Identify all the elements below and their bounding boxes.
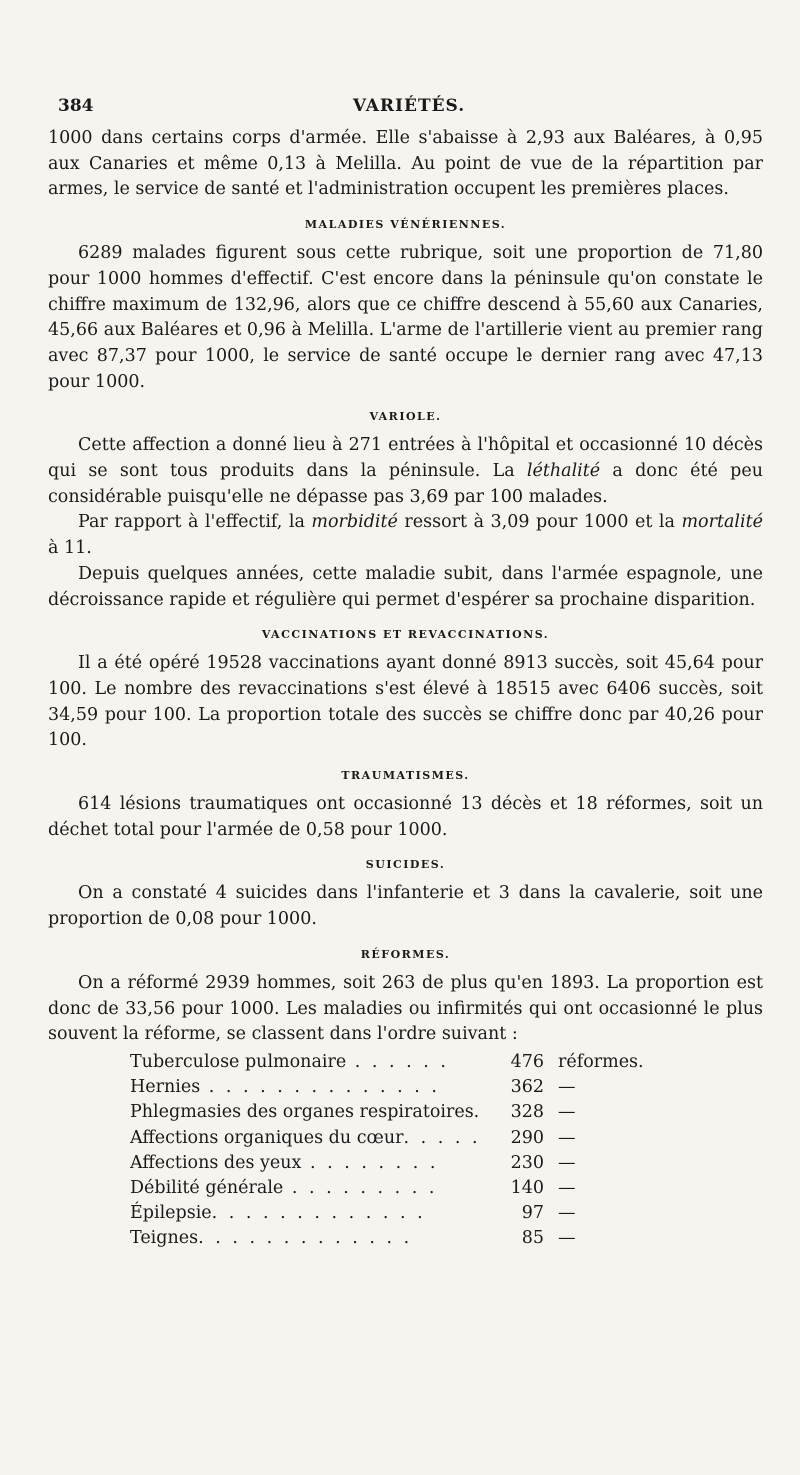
vaccinations-paragraph: Il a été opéré 19528 vaccinations ayant donné 8913 succès, soit 45,64 pour 100. Le nombre des revaccinations s'est élevé à 18515 avec 6406 succès, soit 34,59 pour 100. La proportion totale des succès se chiffre donc par 40,26 pour 100. [48,653,763,751]
leader-dots: . . . . . . [346,1051,449,1072]
intro-paragraph: 1000 dans certains corps d'armée. Elle s'abaisse à 2,93 aux Baléares, à 0,95 aux Canaries et même 0,13 à Melilla. Au point de vue de la répartition par armes, le service de santé et l'administration occupent les premières places. [48,128,763,200]
row-label: Épilepsie [130,1203,212,1224]
table-row [130,1126,668,1151]
leader-dots: . . . . . [403,1127,481,1148]
traumatismes-paragraph: 614 lésions traumatiques ont occasionné 13 décès et 18 réformes, soit un déchet total pour l'armée de 0,58 pour 1000. [48,794,763,840]
row-count: 476 [510,1051,544,1072]
heading-reformes: RÉFORMES. [360,947,451,961]
heading-maladies-veneriennes: MALADIES VÉNÉRIENNES. [304,218,507,232]
mortalite-term: mortalité [681,512,763,533]
lethalite-term: léthalité [526,461,601,482]
table-row [130,1050,668,1075]
row-count: 362 [510,1077,544,1098]
page-body [48,126,763,1252]
maladies-paragraph: 6289 malades figurent sous cette rubrique, soit une proportion de 71,80 pour 1000 hommes d'effectif. C'est encore dans la péninsule qu'on constate le chiffre maximum de 132,96, alors que ce chiffre descend à 55,60 aux Canaries, 45,66 aux Baléares et 0,96 à Melilla. L'arme de l'artillerie vient au premier rang avec 87,37 pour 1000, le service de santé occupe le dernier rang avec 47,13 pour 1000. [48,243,763,392]
row-count: 290 [510,1127,544,1148]
table-row [130,1176,668,1201]
page-number: 384 [58,96,94,116]
heading-variole: VARIOLE. [369,410,442,424]
suicides-paragraph: On a constaté 4 suicides dans l'infanterie et 3 dans la cavalerie, soit une proportion de 0,08 pour 1000. [48,883,763,930]
leader-dots: . . . . . . . . . . . . . [211,1203,426,1224]
row-label: Affections organiques du cœur [130,1127,404,1148]
row-unit: — [558,1102,576,1123]
leader-dots: . . . . . . . . . . . . . [198,1228,413,1249]
row-count: 140 [510,1178,544,1198]
variole-paragraph-3: Depuis quelques années, cette maladie subit, dans l'armée espagnole, une décroissance rapide et régulière qui permet d'espérer sa prochaine disparition. [48,563,763,610]
row-unit: — [558,1203,576,1224]
table-row [130,1075,668,1100]
heading-traumatismes: TRAUMATISMES. [341,769,470,783]
heading-suicides: SUICIDES. [365,858,446,872]
row-count: 85 [521,1228,544,1249]
row-label: Hernies [130,1077,201,1098]
leader-dots: . . . . . . . . . . . . . . [200,1077,440,1098]
row-unit: — [558,1152,576,1173]
reformes-table [130,1050,668,1252]
heading-vaccinations: VACCINATIONS ET REVACCINATIONS. [261,628,550,642]
row-label: Tuberculose pulmonaire [130,1051,347,1072]
row-unit: réformes. [558,1051,644,1072]
page-header [58,96,760,120]
morbidite-term: morbidité [311,512,398,533]
row-count: 230 [510,1152,544,1173]
row-count: 328 [510,1102,544,1123]
running-title: VARIÉTÉS. [352,96,466,116]
leader-dots: . . . . . . . . . [283,1178,438,1198]
row-unit: — [558,1178,576,1198]
row-unit: — [558,1077,576,1098]
table-row [130,1226,668,1251]
row-label: Débilité générale [130,1178,284,1198]
variole-paragraph-2: Par rapport à l'effectif, la morbidité ressort à 3,09 pour 1000 et la mortalité à 11. [48,512,763,559]
reformes-paragraph: On a réformé 2939 hommes, soit 263 de plus qu'en 1893. La proportion est donc de 33,56 pour 1000. Les maladies ou infirmités qui ont occasionné le plus souvent la réforme, se classent dans l'ordre suivant : [48,972,763,1045]
table-row [130,1151,668,1176]
row-unit: — [558,1127,576,1148]
table-row [130,1100,668,1125]
row-label: Affections des yeux [130,1152,302,1173]
table-row [130,1201,668,1226]
leader-dots: . . . . . . . . [301,1152,439,1173]
row-label: Teignes [130,1228,199,1249]
row-count: 97 [521,1203,544,1224]
row-label: Phlegmasies des organes respiratoires. [130,1102,480,1123]
row-unit: — [558,1228,576,1249]
variole-paragraph-1: Cette affection a donné lieu à 271 entrées à l'hôpital et occasionné 10 décès qui se sont tous produits dans la péninsule. La léthalité a donc été peu considérable puisqu'elle ne dépasse pas 3,69 par 100 malades. [48,435,763,507]
